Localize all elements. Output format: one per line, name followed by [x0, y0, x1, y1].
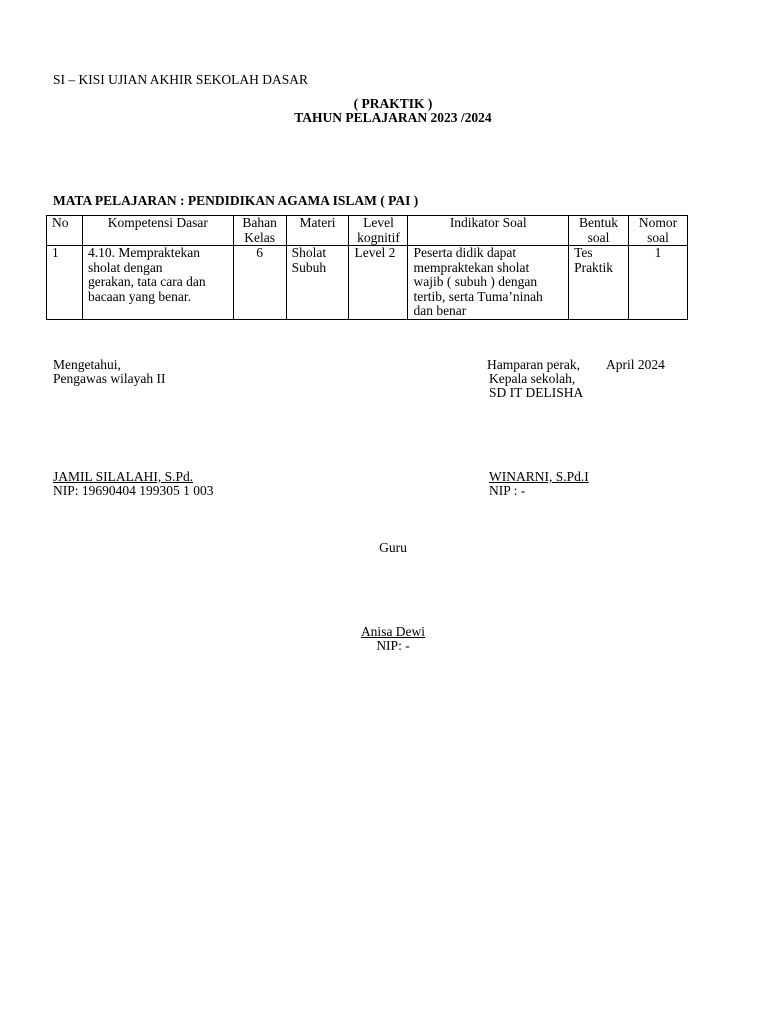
- teacher-name: Anisa Dewi: [360, 624, 426, 639]
- col-kompetensi-header: Kompetensi Dasar: [82, 216, 233, 246]
- table-row: [47, 246, 688, 320]
- teacher-nip: NIP: -: [376, 638, 410, 653]
- col-no-header: No: [47, 216, 83, 246]
- date-label: April 2024: [606, 357, 665, 372]
- principal-nip: NIP : -: [489, 483, 526, 498]
- academic-year: TAHUN PELAJARAN 2023 /2024: [294, 110, 492, 125]
- supervisor-nip: NIP: 19690404 199305 1 003: [53, 483, 214, 498]
- col-indikator-header: Indikator Soal: [408, 216, 569, 246]
- acknowledged-label: Mengetahui,: [53, 357, 121, 372]
- col-bentuk-header: Bentuk soal: [569, 216, 629, 246]
- document-heading: SI – KISI UJIAN AKHIR SEKOLAH DASAR: [53, 72, 309, 87]
- school-name: SD IT DELISHA: [489, 385, 584, 400]
- cell-indikator: Peserta didik dapat mempraktekan sholat wajib ( subuh ) dengan tertib, serta Tuma’ninah dan benar: [408, 246, 569, 320]
- col-bahan-header: Bahan Kelas: [233, 216, 286, 246]
- cell-level: Level 2: [349, 246, 408, 320]
- cell-materi: Sholat Subuh: [286, 246, 349, 320]
- cell-nomor: 1: [629, 246, 688, 320]
- col-level-header: Level kognitif: [349, 216, 408, 246]
- teacher-title: Guru: [379, 540, 407, 555]
- kisi-table: [46, 215, 688, 320]
- cell-bahan: 6: [233, 246, 286, 320]
- principal-name: WINARNI, S.Pd.I: [489, 469, 589, 484]
- table-header-row: [47, 216, 688, 246]
- practice-label: ( PRAKTIK ): [353, 96, 433, 111]
- col-materi-header: Materi: [286, 216, 349, 246]
- subject-title: MATA PELAJARAN : PENDIDIKAN AGAMA ISLAM ( PAI ): [53, 193, 419, 208]
- cell-kompetensi: 4.10. Mempraktekan sholat dengan gerakan, tata cara dan bacaan yang benar.: [82, 246, 233, 320]
- supervisor-title: Pengawas wilayah II: [53, 371, 166, 386]
- place-label: Hamparan perak,: [487, 357, 580, 372]
- col-nomor-header: Nomor soal: [629, 216, 688, 246]
- cell-bentuk: Tes Praktik: [569, 246, 629, 320]
- supervisor-name: JAMIL SILALAHI, S.Pd.: [53, 469, 194, 484]
- principal-title: Kepala sekolah,: [489, 371, 576, 386]
- cell-no: 1: [47, 246, 83, 320]
